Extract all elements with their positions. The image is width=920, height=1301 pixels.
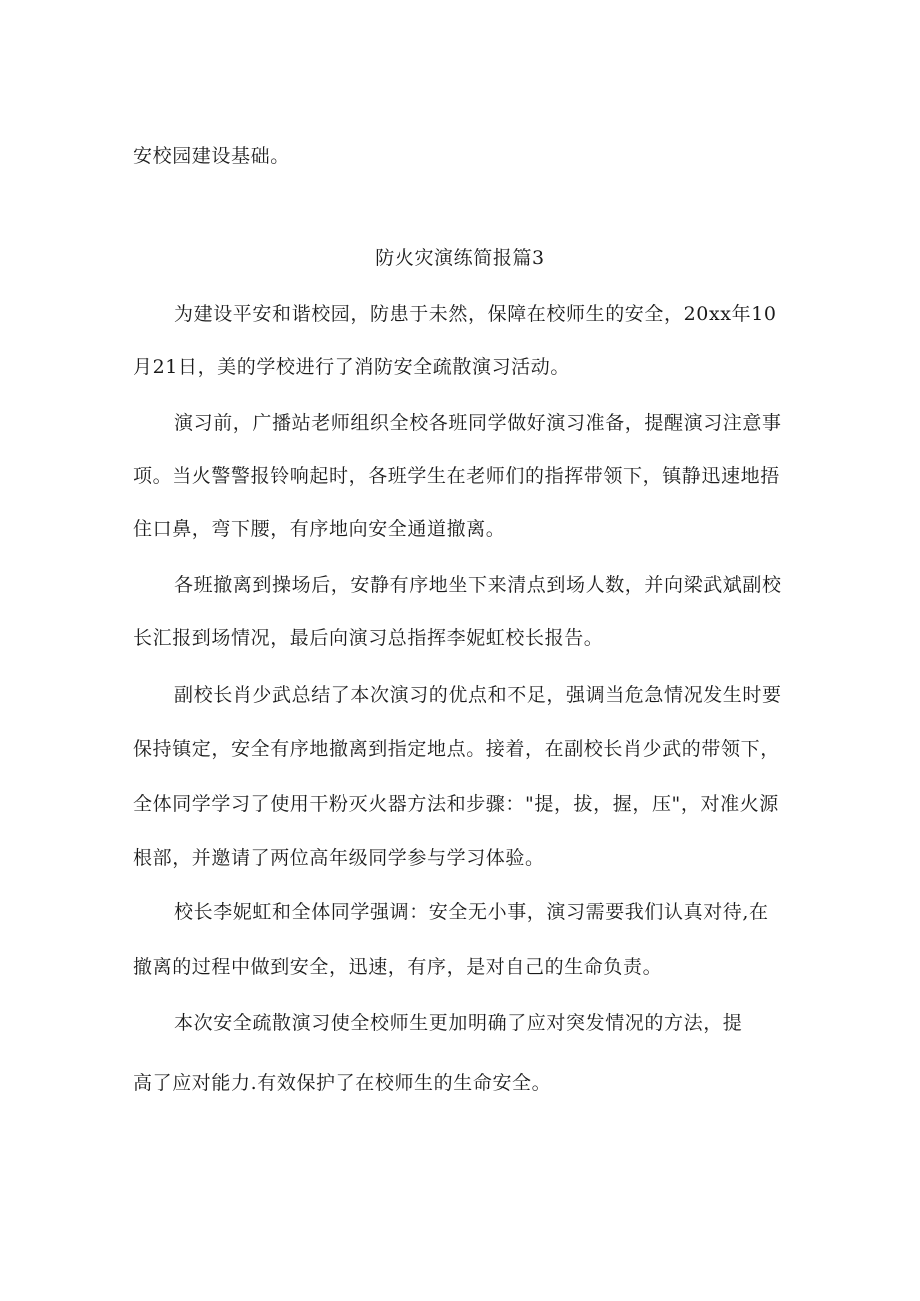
document-title: 防火灾演练简报篇3 <box>375 247 545 269</box>
paragraph-line: 住口鼻，弯下腰，有序地向安全通道撤离。 <box>133 518 506 540</box>
paragraph-line: 项。当火警警报铃响起时，各班学生在老师们的指挥带领下，镇静迅速地捂 <box>133 465 780 487</box>
paragraph-line: 长汇报到场情况，最后向演习总指挥李妮虹校长报告。 <box>133 627 604 649</box>
paragraph-line: 各班撤离到操场后，安静有序地坐下来清点到场人数，并向梁武斌副校 <box>174 574 782 596</box>
paragraph-line: 月21日，美的学校进行了消防安全疏散演习活动。 <box>133 356 570 378</box>
paragraph-line: 撤离的过程中做到安全，迅速，有序，是对自己的生命负责。 <box>133 956 663 978</box>
paragraph-line: 为建设平安和谐校园，防患于未然，保障在校师生的安全，20xx年10 <box>174 303 777 325</box>
paragraph-continuation: 安校园建设基础。 <box>133 145 290 167</box>
paragraph-line: 校长李妮虹和全体同学强调：安全无小事，演习需要我们认真对待,在 <box>174 901 769 923</box>
paragraph-line: 本次安全疏散演习使全校师生更加明确了应对突发情况的方法，提 <box>174 1012 743 1034</box>
paragraph-line: 保持镇定，安全有序地撤离到指定地点。接着，在副校长肖少武的带领下， <box>133 738 780 760</box>
paragraph-line: 高了应对能力.有效保护了在校师生的生命安全。 <box>133 1072 552 1094</box>
paragraph-line: 根部，并邀请了两位高年级同学参与学习体验。 <box>133 847 545 869</box>
paragraph-line: 演习前，广播站老师组织全校各班同学做好演习准备，提醒演习注意事 <box>174 412 782 434</box>
paragraph-line: 副校长肖少武总结了本次演习的优点和不足，强调当危急情况发生时要 <box>174 684 782 706</box>
paragraph-line: 全体同学学习了使用干粉灭火器方法和步骤："提，拔，握，压"，对准火源 <box>133 793 779 815</box>
